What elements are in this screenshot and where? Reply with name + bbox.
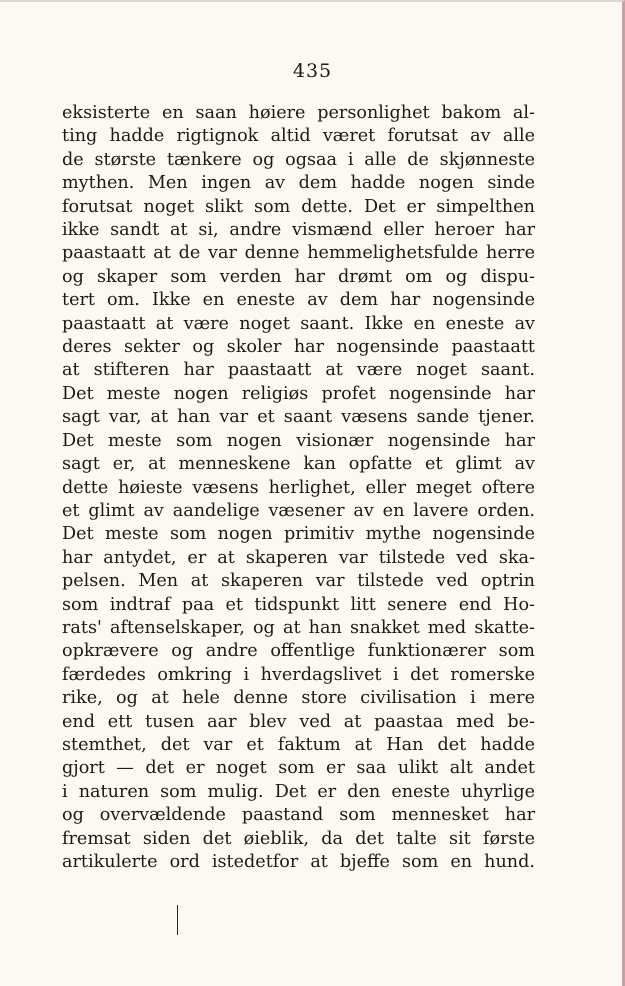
text-line: ting hadde rigtignok altid været forutsat av alle [62,126,535,147]
text-line: rats' aftenselskaper, og at han snakket med skatte- [62,617,535,638]
text-line: fremsat siden det øieblik, da det talte sit første [62,828,535,849]
text-line: sagt var, at han var et saant væsens sande tjener. [62,407,535,428]
page-number: 435 [292,60,333,82]
text-line: Det meste som nogen primitiv mythe nogensinde [62,524,535,545]
text-line: i naturen som mulig. Det er den eneste uhyrlige [62,781,535,802]
text-line: artikulerte ord istedetfor at bjeffe som en hund. [62,852,535,872]
text-line: færdedes omkring i hverdagslivet i det romerske [62,664,535,685]
text-line: dette høieste væsens herlighet, eller meget oftere [62,477,535,498]
text-line: og overvældende paastand som mennesket har [62,805,535,826]
text-line: opkrævere og andre offentlige funktionærer som [62,641,535,662]
text-line: pelsen. Men at skaperen var tilstede ved optrin [62,571,535,592]
text-line: som indtraf paa et tidspunkt litt senere end Ho- [62,594,535,615]
text-line: at stifteren har paastaatt at være noget saant. [62,360,535,381]
text-line: Det meste som nogen visionær nogensinde har [62,430,535,451]
text-line: Det meste nogen religiøs profet nogensinde har [62,383,535,404]
text-line: har antydet, er at skaperen var tilstede ved ska- [62,547,535,568]
text-line: og skaper som verden har drømt om og dispu- [62,266,535,287]
text-line: rike, og at hele denne store civilisation i mere [62,688,535,709]
text-line: mythen. Men ingen av dem hadde nogen sinde [62,173,535,194]
text-line: stemthet, det var et faktum at Han det hadde [62,734,535,755]
text-line: ikke sandt at si, andre vismænd eller heroer har [62,220,535,241]
text-line: eksisterte en saan høiere personlighet bakom al- [62,103,535,123]
text-line: paastaatt at være noget saant. Ikke en eneste av [62,313,535,334]
text-line: gjort — det er noget som er saa ulikt alt andet [62,758,535,779]
text-line: end ett tusen aar blev ved at paastaa med be- [62,711,535,732]
text-line: deres sekter og skoler har nogensinde paastaatt [62,337,535,358]
body-text [62,102,535,874]
text-line: de største tænkere og ogsaa i alle de skjønneste [62,149,535,170]
text-line: forutsat noget slikt som dette. Det er simpelthen [62,196,535,217]
text-line: paastaatt at de var denne hemmelighetsfulde herre [62,243,535,264]
text-line: tert om. Ikke en eneste av dem har nogensinde [62,290,535,311]
text-line: sagt er, at menneskene kan opfatte et glimt av [62,454,535,475]
margin-pencil-mark [177,905,178,935]
text-line: et glimt av aandelige væsener av en lavere orden. [62,500,535,521]
